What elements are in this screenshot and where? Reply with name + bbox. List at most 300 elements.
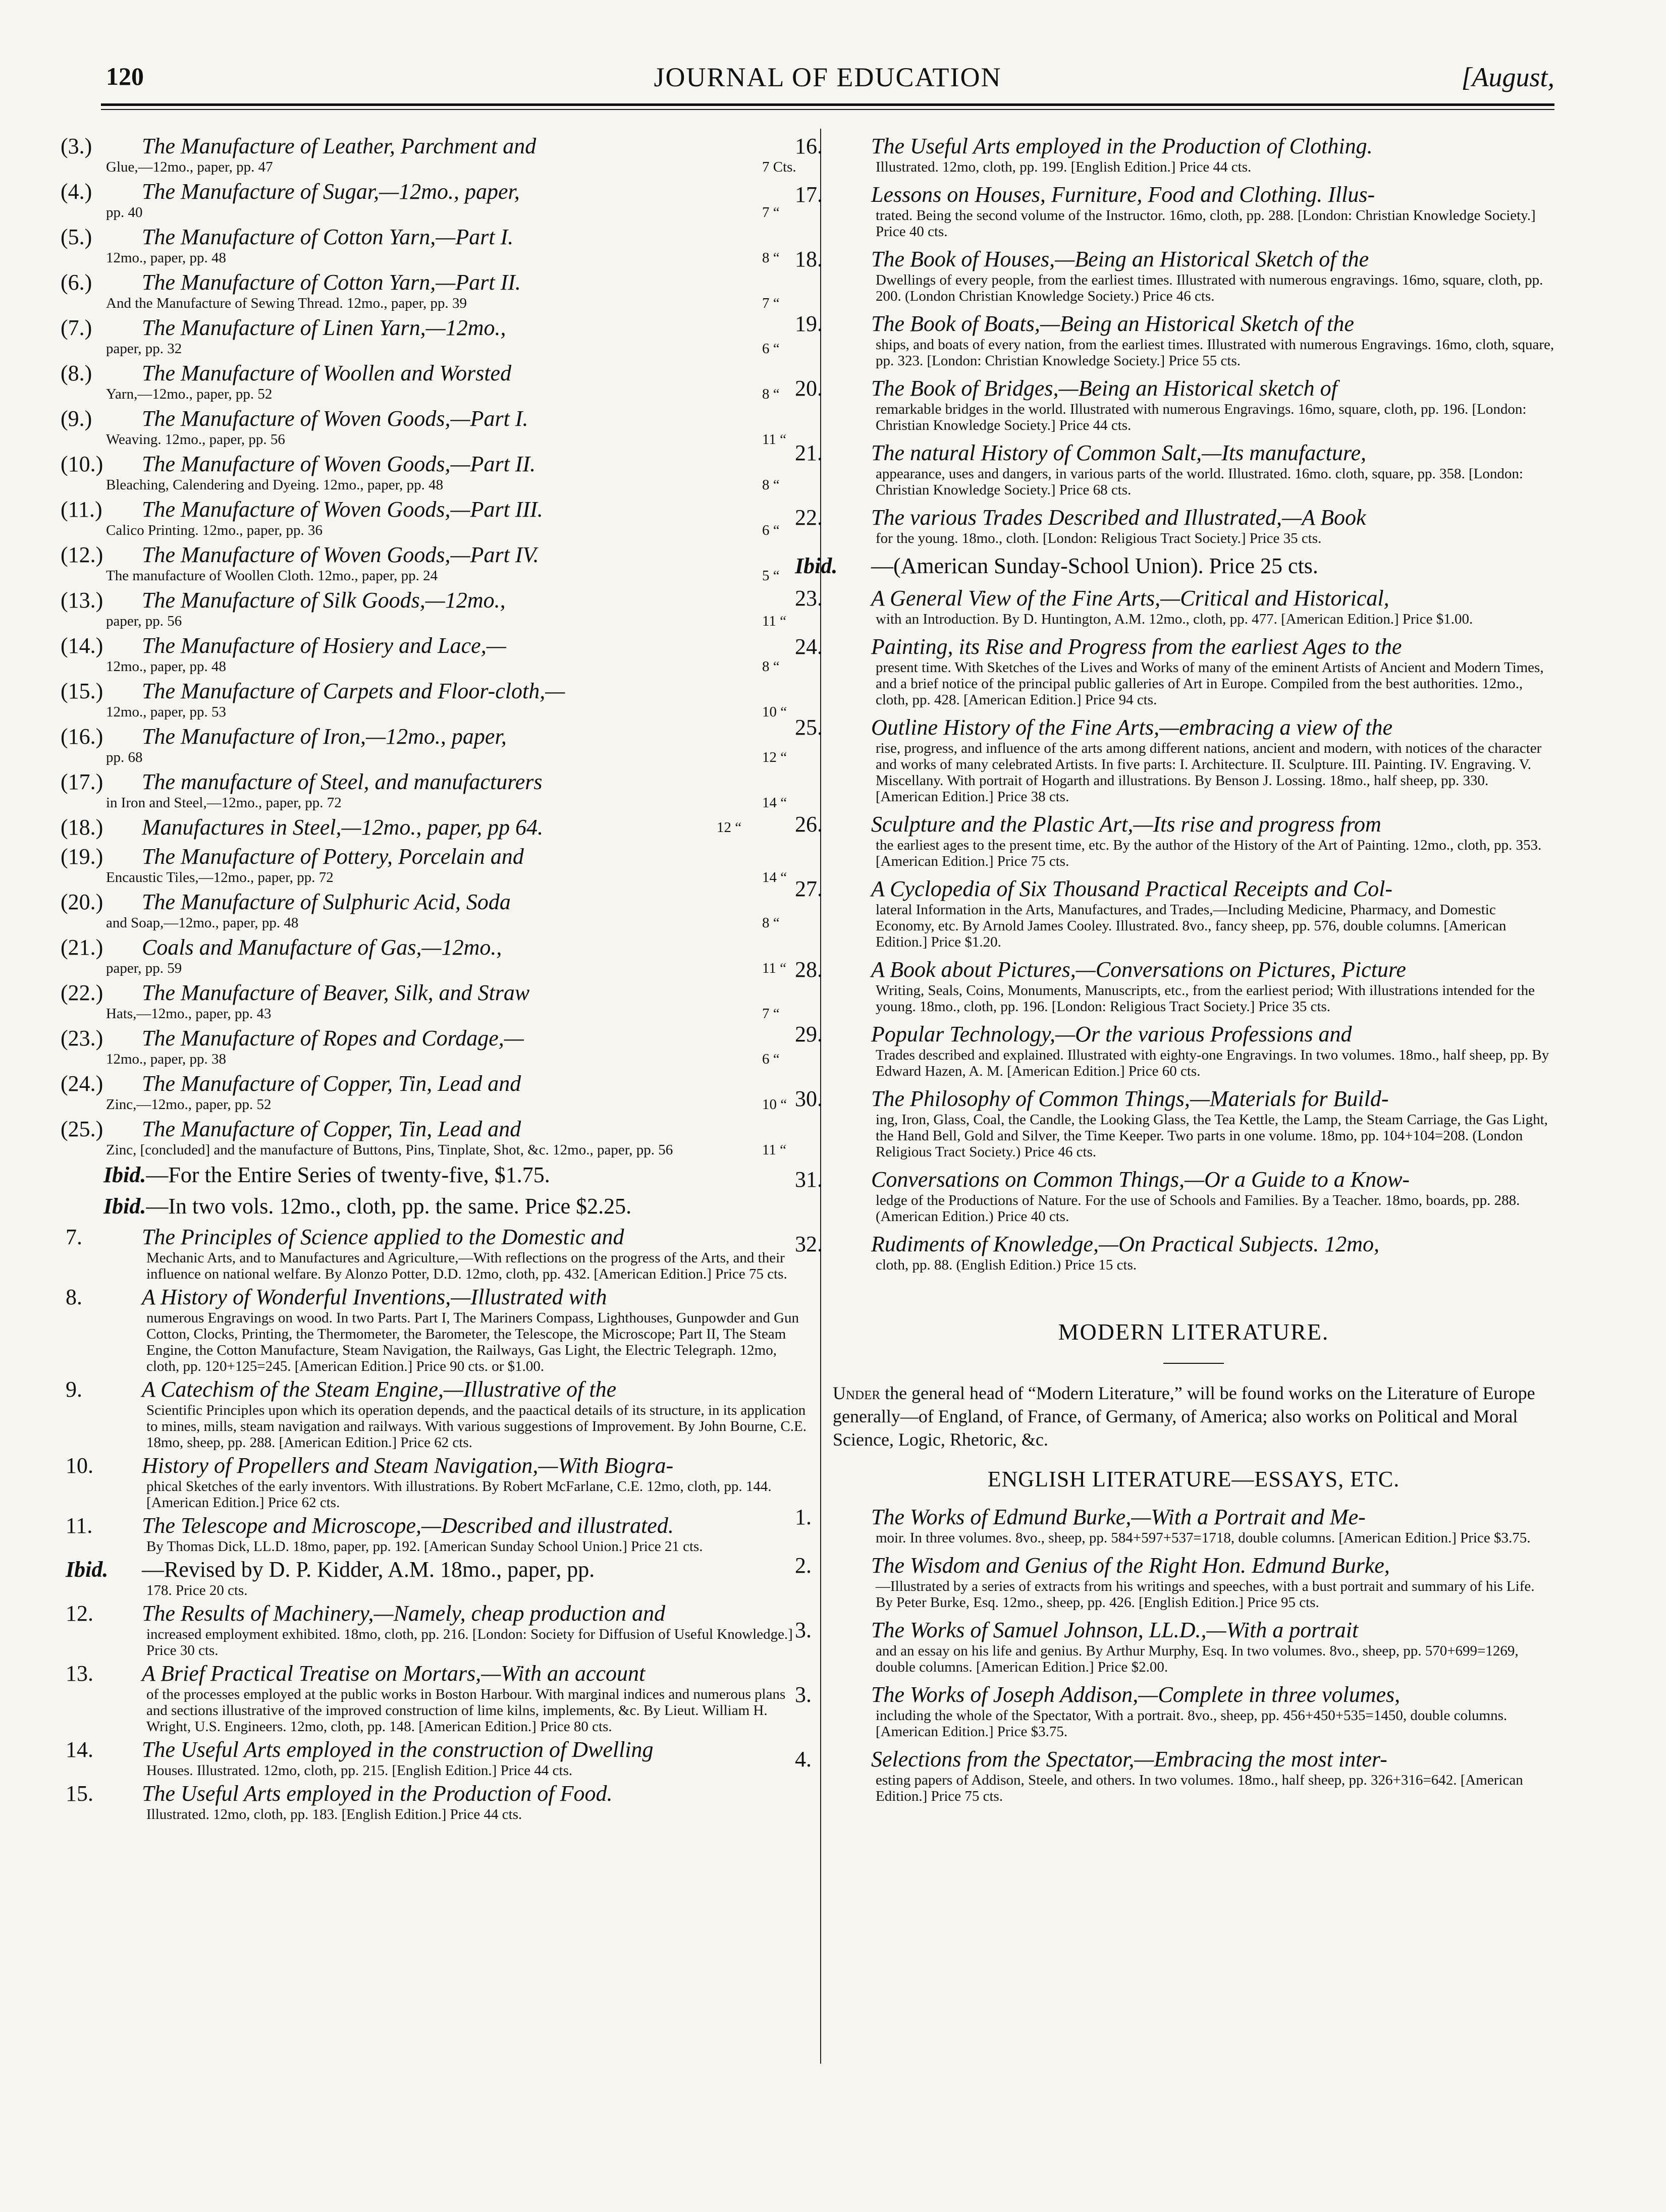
- entry-title: The Useful Arts employed in the Production of Clothing.: [871, 134, 1373, 158]
- catalog-entry: [795, 1086, 1554, 1160]
- series-title-line: [61, 1071, 808, 1096]
- entry-number: 18.: [795, 247, 823, 271]
- series-entry: [61, 890, 808, 931]
- entry-number: 16.: [795, 134, 823, 158]
- catalog-entry: [795, 634, 1554, 708]
- entry-details: trated. Being the second volume of the Instructor. 16mo, cloth, pp. 288. [London: Christian Knowledge Society.] Price 40 cts.: [876, 207, 1536, 240]
- series-entry: [61, 179, 808, 220]
- catalog-entry: [66, 1781, 808, 1822]
- entry-title: The Philosophy of Common Things,—Materials for Build-: [871, 1086, 1389, 1111]
- entry-details: for the young. 18mo., cloth. [London: Religious Tract Society.] Price 35 cts.: [876, 530, 1322, 546]
- entry-title: Sculpture and the Plastic Art,—Its rise and progress from: [871, 812, 1381, 837]
- series-title-line: [61, 225, 808, 250]
- entry-details: Writing, Seals, Coins, Monuments, Manuscripts, etc., from the earliest period; With illustrations intended for the young. 18mo., cloth, pp. 196. [London: Religious Tract Society.] Price 35 cts.: [876, 982, 1535, 1015]
- entry-details: phical Sketches of the early inventors. With illustrations. By Robert McFarlane, C.E. 12mo, cloth, pp. 144. [American Edition.] Price 62 cts.: [146, 1478, 772, 1511]
- series-title: The Manufacture of Carpets and Floor-cloth,—: [142, 679, 565, 703]
- series-details-text: in Iron and Steel,—12mo., paper, pp. 72: [106, 795, 342, 811]
- series-list: [61, 134, 808, 1158]
- left-column: [61, 134, 808, 1825]
- entry-details: Trades described and explained. Illustrated with eighty-one Engravings. In two volumes. 18mo., half sheep, pp. By Edward Hazen, A. M. [American Edition.] Price 60 cts.: [876, 1047, 1549, 1079]
- series-entry: [61, 724, 808, 765]
- left-entry-list: [66, 1225, 808, 1822]
- series-details: [103, 522, 808, 538]
- series-price: 14 “: [762, 869, 787, 886]
- series-entry: [61, 1117, 808, 1158]
- series-price: 7 “: [762, 204, 780, 220]
- catalog-entry: [795, 812, 1554, 869]
- catalog-entry: [66, 1557, 808, 1598]
- series-entry: [61, 1071, 808, 1113]
- entry-title-line: [795, 634, 1554, 659]
- entry-details: By Thomas Dick, LL.D. 18mo, paper, pp. 192. [American Sunday School Union.] Price 21 cts.: [146, 1538, 703, 1555]
- entry-details: appearance, uses and dangers, in various parts of the world. Illustrated. 16mo. cloth, square, pp. 358. [London: Christian Knowledge Society.] Price 68 cts.: [876, 466, 1523, 498]
- entry-number: 12.: [66, 1601, 93, 1626]
- series-details: [103, 658, 808, 675]
- series-price: 5 “: [762, 568, 780, 584]
- journal-title: JOURNAL OF EDUCATION: [654, 62, 1002, 92]
- entry-title: The Book of Houses,—Being an Historical Sketch of the: [871, 247, 1369, 271]
- entry-title-line: [66, 1737, 808, 1762]
- entry-title: The Telescope and Microscope,—Described and illustrated.: [142, 1513, 674, 1538]
- entry-title-line: [66, 1225, 808, 1250]
- series-number: (4.): [61, 179, 92, 204]
- series-title-line: [61, 497, 808, 522]
- series-details: [103, 250, 808, 266]
- series-title: The Manufacture of Cotton Yarn,—Part I.: [142, 225, 514, 249]
- series-details: [103, 386, 808, 402]
- series-details: [103, 1006, 808, 1022]
- series-number: (9.): [61, 406, 92, 431]
- entry-details: 178. Price 20 cts.: [146, 1582, 248, 1598]
- header-rule-thin: [101, 109, 1554, 110]
- entry-details: and an essay on his life and genius. By Arthur Murphy, Esq. In two volumes. 8vo., sheep, pp. 570+699=1269, double columns. [American Edition.] Price $2.00.: [876, 1643, 1519, 1675]
- entry-title: The Results of Machinery,—Namely, cheap production and: [142, 1601, 666, 1626]
- right-column: [795, 134, 1554, 1811]
- entry-title-line: [66, 1601, 808, 1626]
- catalog-entry: [795, 311, 1554, 369]
- catalog-entry: [795, 554, 1554, 579]
- series-details-text: Bleaching, Calendering and Dyeing. 12mo., paper, pp. 48: [106, 477, 444, 493]
- entry-title-line: [795, 1618, 1554, 1643]
- series-entry: [61, 452, 808, 493]
- entry-number: 11.: [66, 1513, 93, 1538]
- catalog-entry: [66, 1377, 808, 1451]
- entry-title-line: [795, 440, 1554, 466]
- series-price: 6 “: [762, 1051, 780, 1067]
- series-details-text: Glue,—12mo., paper, pp. 47: [106, 159, 273, 175]
- entry-title-line: [795, 1022, 1554, 1047]
- catalog-entry: [795, 247, 1554, 304]
- entry-title-line: [795, 247, 1554, 272]
- entry-details: the earliest ages to the present time, etc. By the author of the History of the Art of Painting. 12mo., cloth, pp. 353. [American Edition.] Price 75 cts.: [876, 837, 1542, 869]
- entry-title: The Useful Arts employed in the Production of Food.: [142, 1781, 613, 1806]
- entry-details: Illustrated. 12mo, cloth, pp. 199. [English Edition.] Price 44 cts.: [876, 159, 1252, 175]
- series-number: (10.): [61, 452, 103, 476]
- series-price: 12 “: [717, 819, 742, 836]
- series-entry: [61, 633, 808, 675]
- series-title: The Manufacture of Woven Goods,—Part II.: [142, 452, 536, 476]
- series-title: The Manufacture of Iron,—12mo., paper,: [142, 724, 507, 749]
- entry-title: The Wisdom and Genius of the Right Hon. Edmund Burke,: [871, 1553, 1390, 1578]
- series-title-line: [61, 815, 808, 840]
- series-number: (18.): [61, 815, 103, 840]
- series-details-text: 12mo., paper, pp. 48: [106, 250, 227, 266]
- entry-number: 13.: [66, 1661, 93, 1686]
- series-details: [103, 431, 808, 448]
- series-price: 11 “: [762, 960, 787, 976]
- series-number: (12.): [61, 542, 103, 567]
- entry-title-line: [795, 1553, 1554, 1578]
- entry-details: ships, and boats of every nation, from the earliest times. Illustrated with numerous Engravings. 16mo, cloth, square, pp. 323. [London: Christian Knowledge Society.] Price 55 cts.: [876, 337, 1554, 369]
- entry-title: A General View of the Fine Arts,—Critical and Historical,: [871, 586, 1389, 611]
- entry-title-line: [795, 376, 1554, 401]
- entry-details: increased employment exhibited. 18mo, cloth, pp. 216. [London: Society for Diffusion of Useful Knowledge.] Price 30 cts.: [146, 1626, 793, 1658]
- entry-title-line: [795, 1682, 1554, 1707]
- literature-entry-list: [795, 1505, 1554, 1804]
- series-number: (15.): [61, 679, 103, 703]
- series-entry: [61, 361, 808, 402]
- series-details-text: Encaustic Tiles,—12mo., paper, pp. 72: [106, 869, 334, 886]
- entry-title: A Brief Practical Treatise on Mortars,—With an account: [142, 1661, 646, 1686]
- entry-number: 19.: [795, 311, 823, 336]
- series-entry: [61, 1026, 808, 1067]
- entry-details: esting papers of Addison, Steele, and others. In two volumes. 18mo., half sheep, pp. 326+316=642. [American Edition.] Price 75 cts.: [876, 1772, 1523, 1804]
- series-price: 7 “: [762, 295, 780, 311]
- series-title-line: [61, 315, 808, 341]
- entry-number: 25.: [795, 715, 823, 740]
- entry-number: 17.: [795, 182, 823, 207]
- series-details-text: The manufacture of Woollen Cloth. 12mo., paper, pp. 24: [106, 568, 438, 584]
- series-title: The Manufacture of Woven Goods,—Part I.: [142, 406, 528, 431]
- entry-number: 3.: [795, 1618, 812, 1642]
- ibid-series-price: Ibid.—For the Entire Series of twenty-five, $1.75.: [103, 1163, 550, 1187]
- series-details: [103, 159, 808, 175]
- series-title: Manufactures in Steel,—12mo., paper, pp 64.: [142, 815, 544, 840]
- series-details-text: paper, pp. 59: [106, 960, 182, 976]
- series-details-text: Weaving. 12mo., paper, pp. 56: [106, 431, 285, 448]
- series-details-text: pp. 68: [106, 749, 143, 765]
- series-title: The Manufacture of Copper, Tin, Lead and: [142, 1117, 521, 1141]
- series-price: 8 “: [762, 386, 780, 402]
- month-label: [August,: [1461, 62, 1554, 92]
- modern-literature-heading: MODERN LITERATURE.: [1058, 1319, 1329, 1345]
- entry-number: 31.: [795, 1167, 823, 1192]
- entry-title: Selections from the Spectator,—Embracing the most inter-: [871, 1747, 1387, 1772]
- entry-details: —Illustrated by a series of extracts from his writings and speeches, with a bust portrait and summary of his Life. By Peter Burke, Esq. 12mo., sheep, pp. 426. [English Edition.] Price 95 cts.: [876, 1578, 1535, 1611]
- entry-title: The Works of Joseph Addison,—Complete in three volumes,: [871, 1682, 1401, 1707]
- series-title: The Manufacture of Cotton Yarn,—Part II.: [142, 270, 521, 295]
- series-title: The Manufacture of Ropes and Cordage,—: [142, 1026, 524, 1050]
- series-title-line: [61, 769, 808, 795]
- series-details: [103, 568, 808, 584]
- modern-literature-intro: Under the general head of “Modern Literature,” will be found works on the Literature of Europe generally—of England, of France, of Germany, of America; also works on Political and Moral Science, Logic, Rhetoric, &c.: [833, 1383, 1535, 1450]
- series-entry: [61, 406, 808, 448]
- series-entry: [61, 679, 808, 720]
- series-title: The manufacture of Steel, and manufacturers: [142, 769, 543, 794]
- series-title: The Manufacture of Woven Goods,—Part III.: [142, 497, 543, 522]
- entry-title-line: [66, 1285, 808, 1310]
- catalog-entry: [795, 182, 1554, 240]
- entry-number: 1.: [795, 1505, 812, 1529]
- entry-details: lateral Information in the Arts, Manufactures, and Trades,—Including Medicine, Pharmacy, and Domestic Economy, etc. By Arnold James Cooley. Illustrated. 8vo., fancy sheep, pp. 576, double columns. [American Edition.] Price $1.20.: [876, 902, 1507, 950]
- series-number: (23.): [61, 1026, 103, 1050]
- series-title-line: [61, 452, 808, 477]
- series-entry: [61, 815, 808, 840]
- entry-title: A Catechism of the Steam Engine,—Illustrative of the: [142, 1377, 617, 1402]
- series-price: 12 “: [762, 749, 787, 765]
- series-details: [103, 749, 808, 765]
- catalog-entry: [795, 1747, 1554, 1804]
- entry-number: 28.: [795, 957, 823, 982]
- series-title-line: [61, 179, 808, 204]
- series-title-line: [61, 542, 808, 568]
- series-title: The Manufacture of Sugar,—12mo., paper,: [142, 179, 520, 204]
- series-number: (21.): [61, 935, 103, 960]
- series-title-line: [61, 406, 808, 431]
- series-title-line: [61, 1026, 808, 1051]
- entry-number: Ibid.: [66, 1557, 109, 1582]
- catalog-entry: [795, 376, 1554, 433]
- entry-number: 30.: [795, 1086, 823, 1111]
- series-title-line: [61, 935, 808, 960]
- series-entry: [61, 542, 808, 584]
- entry-number: 3.: [795, 1682, 812, 1707]
- entry-number: 9.: [66, 1377, 82, 1402]
- entry-title: The natural History of Common Salt,—Its manufacture,: [871, 440, 1367, 465]
- series-number: (17.): [61, 769, 103, 794]
- entry-details: Houses. Illustrated. 12mo, cloth, pp. 215. [English Edition.] Price 44 cts.: [146, 1762, 573, 1779]
- series-number: (19.): [61, 844, 103, 869]
- catalog-entry: [66, 1601, 808, 1658]
- entry-title: Conversations on Common Things,—Or a Guide to a Know-: [871, 1167, 1410, 1192]
- series-title-line: [61, 679, 808, 704]
- series-price: 8 “: [762, 477, 780, 493]
- series-details-text: and Soap,—12mo., paper, pp. 48: [106, 915, 299, 931]
- series-price: 7 Cts.: [762, 159, 796, 175]
- series-title: The Manufacture of Woven Goods,—Part IV.: [142, 542, 539, 567]
- entry-number: 4.: [795, 1747, 812, 1772]
- entry-details: Dwellings of every people, from the earliest times. Illustrated with numerous engravings. 16mo, square, cloth, pp. 200. (London Christian Knowledge Society.) Price 46 cts.: [876, 272, 1543, 304]
- entry-number: 21.: [795, 440, 823, 465]
- entry-title: A Book about Pictures,—Conversations on Pictures, Picture: [871, 957, 1406, 982]
- header-rule: [101, 103, 1554, 106]
- entry-number: 23.: [795, 586, 823, 611]
- entry-title: History of Propellers and Steam Navigation,—With Biogra-: [142, 1453, 674, 1478]
- catalog-entry: [66, 1453, 808, 1511]
- entry-title: —Revised by D. P. Kidder, A.M. 18mo., paper, pp.: [142, 1557, 595, 1582]
- entry-details: ledge of the Productions of Nature. For the use of Schools and Families. By a Teacher. 18mo, boards, pp. 288. (American Edition.) Price 40 cts.: [876, 1192, 1520, 1225]
- entry-details: ing, Iron, Glass, Coal, the Candle, the Looking Glass, the Tea Kettle, the Lamp, the Steam Carriage, the Gas Light, the Hand Bell, Gold and Silver, the Time Keeper. Two parts in one volume. 18mo, pp. 104+104=208. (London Religious Tract Society.) Price 46 cts.: [876, 1112, 1548, 1160]
- series-details: [103, 795, 808, 811]
- entry-title: The Principles of Science applied to the Domestic and: [142, 1225, 624, 1249]
- entry-number: 27.: [795, 876, 823, 901]
- series-entry: [61, 769, 808, 811]
- series-title-line: [61, 361, 808, 386]
- entry-title: The various Trades Described and Illustrated,—A Book: [871, 505, 1366, 530]
- entry-title: The Works of Edmund Burke,—With a Portrait and Me-: [871, 1505, 1366, 1529]
- series-price: 14 “: [762, 795, 787, 811]
- series-details-text: And the Manufacture of Sewing Thread. 12mo., paper, pp. 39: [106, 295, 467, 311]
- entry-title-line: [66, 1661, 808, 1686]
- entry-details: moir. In three volumes. 8vo., sheep, pp. 584+597+537=1718, double columns. [American Edition.] Price $3.75.: [876, 1530, 1531, 1546]
- series-price: 6 “: [762, 341, 780, 357]
- entry-title: Lessons on Houses, Furniture, Food and Clothing. Illus-: [871, 182, 1375, 207]
- series-details-text: Yarn,—12mo., paper, pp. 52: [106, 386, 273, 402]
- entry-title-line: [66, 1557, 808, 1582]
- series-title-line: [61, 724, 808, 749]
- series-price: 10 “: [762, 704, 787, 720]
- series-entry: [61, 315, 808, 357]
- catalog-entry: [66, 1513, 808, 1555]
- series-number: (16.): [61, 724, 103, 749]
- entry-title: Painting, its Rise and Progress from the earliest Ages to the: [871, 634, 1402, 659]
- series-details: [103, 869, 808, 886]
- page-header: [101, 56, 1554, 116]
- series-price: 11 “: [762, 1142, 787, 1158]
- series-number: (22.): [61, 980, 103, 1005]
- entry-number: Ibid.: [795, 554, 838, 578]
- series-title-line: [61, 270, 808, 295]
- english-literature-heading: ENGLISH LITERATURE—ESSAYS, ETC.: [987, 1467, 1400, 1491]
- entry-title: A History of Wonderful Inventions,—Illustrated with: [142, 1285, 607, 1309]
- entry-title: —(American Sunday-School Union). Price 25 cts.: [871, 554, 1318, 578]
- entry-title: The Useful Arts employed in the construction of Dwelling: [142, 1737, 654, 1762]
- section-rule: [1163, 1363, 1224, 1364]
- entry-title-line: [66, 1513, 808, 1538]
- entry-title-line: [795, 1747, 1554, 1772]
- series-price: 10 “: [762, 1096, 787, 1113]
- entry-title-line: [795, 311, 1554, 337]
- entry-title: Rudiments of Knowledge,—On Practical Subjects. 12mo,: [871, 1232, 1379, 1256]
- series-entry: [61, 935, 808, 976]
- entry-title-line: [795, 134, 1554, 159]
- series-title: The Manufacture of Linen Yarn,—12mo.,: [142, 315, 506, 340]
- catalog-entry: [795, 586, 1554, 627]
- series-details-text: pp. 40: [106, 204, 143, 220]
- entry-number: 22.: [795, 505, 823, 530]
- series-details-text: 12mo., paper, pp. 53: [106, 704, 227, 720]
- entry-title-line: [795, 554, 1554, 579]
- entry-number: 20.: [795, 376, 823, 401]
- series-details: [103, 915, 808, 931]
- series-details: [103, 613, 808, 629]
- entry-number: 10.: [66, 1453, 93, 1478]
- series-details-text: paper, pp. 56: [106, 613, 182, 629]
- series-price: 8 “: [762, 250, 780, 266]
- entry-title-line: [795, 505, 1554, 530]
- series-title: The Manufacture of Pottery, Porcelain and: [142, 844, 524, 869]
- catalog-entry: [66, 1661, 808, 1735]
- series-details: [103, 1051, 808, 1067]
- series-price: 11 “: [762, 431, 787, 448]
- series-price: 7 “: [762, 1006, 780, 1022]
- series-number: (3.): [61, 134, 92, 158]
- entry-details: numerous Engravings on wood. In two Parts. Part I, The Mariners Compass, Lighthouses, Gunpowder and Gun Cotton, Clocks, Printing, the Thermometer, the Barometer, the Telescope, the Microscope; Part II, The Steam Engine, the Cotton Manufacture, Steam Navigation, the Railways, Gas Light, the Electric Telegraph. 12mo, cloth, pp. 120+125=245. [American Edition.] Price 90 cts. or $1.00.: [146, 1310, 799, 1374]
- entry-title: Outline History of the Fine Arts,—embracing a view of the: [871, 715, 1393, 740]
- entry-title: Popular Technology,—Or the various Professions and: [871, 1022, 1352, 1046]
- series-details-text: 12mo., paper, pp. 48: [106, 658, 227, 675]
- entry-title-line: [795, 812, 1554, 837]
- series-entry: [61, 844, 808, 886]
- series-price: 8 “: [762, 915, 780, 931]
- catalog-entry: [795, 1022, 1554, 1079]
- series-details: [103, 477, 808, 493]
- entry-title-line: [795, 182, 1554, 207]
- catalog-entry: [795, 876, 1554, 950]
- entry-title: A Cyclopedia of Six Thousand Practical Receipts and Col-: [871, 876, 1393, 901]
- series-number: (24.): [61, 1071, 103, 1096]
- series-number: (6.): [61, 270, 92, 295]
- series-number: (20.): [61, 890, 103, 914]
- entry-title-line: [795, 586, 1554, 611]
- series-details-text: paper, pp. 32: [106, 341, 182, 357]
- series-entry: [61, 980, 808, 1022]
- series-title-line: [61, 588, 808, 613]
- series-price: 6 “: [762, 522, 780, 538]
- catalog-entry: [795, 715, 1554, 805]
- series-entry: [61, 270, 808, 311]
- series-number: (8.): [61, 361, 92, 385]
- catalog-entry: [795, 957, 1554, 1015]
- entry-details: with an Introduction. By D. Huntington, A.M. 12mo., cloth, pp. 477. [American Edition.] Price $1.00.: [876, 611, 1473, 627]
- series-details-text: Calico Printing. 12mo., paper, pp. 36: [106, 522, 323, 538]
- entry-details: Mechanic Arts, and to Manufactures and Agriculture,—With reflections on the progress of the Arts, and their influence on national welfare. By Alonzo Potter, D.D. 12mo, cloth, pp. 432. [American Edition.] Price 75 cts.: [146, 1250, 787, 1282]
- entry-title: The Book of Boats,—Being an Historical Sketch of the: [871, 311, 1354, 336]
- series-number: (7.): [61, 315, 92, 340]
- series-title: The Manufacture of Leather, Parchment and: [142, 134, 536, 158]
- entry-number: 24.: [795, 634, 823, 659]
- catalog-entry: [795, 505, 1554, 546]
- page-number: 120: [106, 62, 144, 90]
- series-price: 11 “: [762, 613, 787, 629]
- entry-number: 2.: [795, 1553, 812, 1578]
- series-title: The Manufacture of Woollen and Worsted: [142, 361, 512, 385]
- right-entry-list: [795, 134, 1554, 1273]
- series-details: [103, 1142, 808, 1158]
- entry-number: 26.: [795, 812, 823, 837]
- series-number: (13.): [61, 588, 103, 613]
- series-title: The Manufacture of Copper, Tin, Lead and: [142, 1071, 521, 1096]
- entry-number: 32.: [795, 1232, 823, 1256]
- catalog-entry: [795, 440, 1554, 498]
- series-entry: [61, 225, 808, 266]
- entry-number: 29.: [795, 1022, 823, 1046]
- entry-number: 7.: [66, 1225, 82, 1249]
- entry-title-line: [66, 1781, 808, 1806]
- series-details-text: Zinc, [concluded] and the manufacture of Buttons, Pins, Tinplate, Shot, &c. 12mo., paper, pp. 56: [106, 1142, 673, 1158]
- series-details: [103, 295, 808, 311]
- entry-details: Scientific Principles upon which its operation depends, and the paactical details of its structure, in its application to mines, mills, steam navigation and railways. With various suggestions of Improvement. By John Bourne, C.E. 18mo, sheep, pp. 288. [American Edition.] Price 62 cts.: [146, 1402, 807, 1451]
- series-price: 8 “: [762, 658, 780, 675]
- series-title-line: [61, 980, 808, 1006]
- series-title: The Manufacture of Silk Goods,—12mo.,: [142, 588, 506, 613]
- entry-number: 14.: [66, 1737, 93, 1762]
- catalog-entry: [795, 1232, 1554, 1273]
- series-details: [103, 704, 808, 720]
- entry-title: The Book of Bridges,—Being an Historical sketch of: [871, 376, 1337, 401]
- series-title-line: [61, 890, 808, 915]
- series-number: (14.): [61, 633, 103, 658]
- entry-title-line: [795, 1505, 1554, 1530]
- series-details: [103, 1096, 808, 1113]
- catalog-entry: [66, 1225, 808, 1282]
- entry-title-line: [795, 1086, 1554, 1112]
- entry-title-line: [66, 1453, 808, 1478]
- series-details-text: Zinc,—12mo., paper, pp. 52: [106, 1096, 272, 1113]
- entry-details: rise, progress, and influence of the arts among different nations, ancient and modern, with notices of the character and works of many celebrated Artists. In five parts: I. Architecture. II. Sculpture. III. Painting. IV. Engraving. V. Miscellany. With portrait of Hogarth and illustrations. By Benson J. Lossing. 18mo., half sheep, pp. 330. [American Edition.] Price 38 cts.: [876, 740, 1542, 805]
- catalog-entry: [66, 1737, 808, 1779]
- entry-details: Illustrated. 12mo, cloth, pp. 183. [English Edition.] Price 44 cts.: [146, 1806, 522, 1822]
